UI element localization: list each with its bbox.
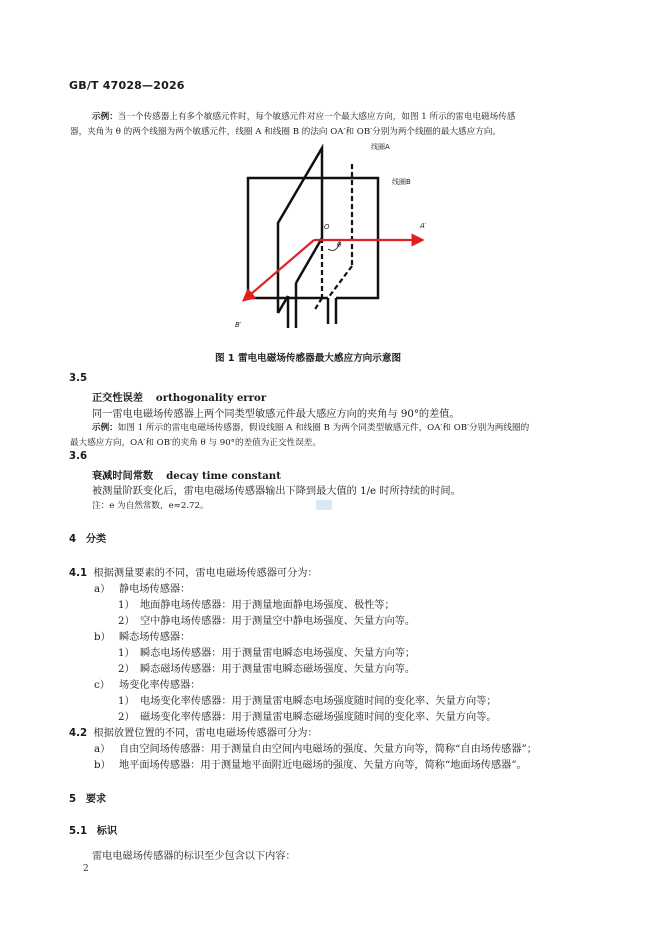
- list-item-a1-label: 1）: [118, 600, 135, 611]
- hidden-lines: [314, 164, 352, 311]
- list-item-c-label: c）: [94, 680, 110, 691]
- example-line1: 当一个传感器上有多个敏感元件时，每个敏感元件对应一个最大感应方向，如图 1 所示的雷电电磁场传感: [117, 112, 516, 122]
- example-3-5-line1: 如图 1 所示的雷电电磁场传感器，假设线圈 A 和线圈 B 为两个同类型敏感元件，OA′和 OB′分别为两线圈的: [117, 423, 530, 433]
- section-4-heading: [69, 530, 106, 545]
- list-item-b1-text: 瞬态电场传感器：用于测量雷电瞬态电场强度、矢量方向等；: [140, 648, 416, 659]
- example-paragraph: [92, 110, 515, 122]
- example-label: 示例：: [92, 112, 118, 122]
- para-4-2-num: 4.2: [69, 728, 88, 739]
- section-4-title: 分类: [85, 534, 107, 545]
- list-item-a-label: a）: [94, 584, 111, 595]
- list-item-b2-text: 瞬态磁场传感器：用于测量雷电瞬态磁场强度、矢量方向等。: [140, 664, 416, 675]
- definition-3-6: 被测量阶跃变化后，雷电电磁场传感器输出下降到最大值的 1/e 时所持续的时间。: [92, 486, 461, 497]
- list-item-ground-text: 地平面场传感器：用于测量地平面附近电磁场的强度、矢量方向等，简称“地面场传感器”。: [119, 760, 527, 771]
- term-3-5: [92, 389, 266, 404]
- label-a-prime: A′: [420, 222, 427, 230]
- list-item-ground-label: b）: [94, 760, 111, 771]
- section-5-heading: [69, 790, 106, 805]
- coil-b: [248, 178, 378, 324]
- para-4-2: [69, 724, 318, 739]
- section-4-num: 4: [69, 534, 77, 545]
- section-5-1-title: 标识: [96, 826, 118, 837]
- list-item-a2-label: 2）: [118, 616, 135, 627]
- list-item-b-label: b）: [94, 632, 111, 643]
- list-item-a1-text: 地面静电场传感器：用于测量地面静电场强度、极性等；: [140, 600, 395, 611]
- list-item-c2-label: 2）: [118, 712, 135, 723]
- para-4-2-text: 根据放置位置的不同，雷电电磁场传感器可分为：: [93, 728, 318, 739]
- list-item-free-label: a）: [94, 744, 111, 755]
- list-item-b-text: 瞬态场传感器：: [119, 632, 191, 643]
- term-3-5-en: orthogonality error: [155, 392, 267, 404]
- section-5-num: 5: [69, 794, 77, 805]
- example-3-5-line2: 最大感应方向，OA′和 OB′的夹角 θ 与 90°的差值为正交性误差。: [70, 438, 321, 448]
- example-3-5: [92, 421, 529, 433]
- term-3-6: [92, 467, 281, 482]
- section-number-3-6: 3.6: [69, 451, 88, 462]
- list-item-c1-label: 1）: [118, 696, 135, 707]
- para-4-1: [69, 564, 318, 579]
- label-b-prime: B′: [235, 321, 242, 329]
- list-item-c2-text: 磁场变化率传感器：用于测量雷电瞬态磁场强度随时间的变化率、矢量方向等。: [140, 712, 497, 723]
- section-number-3-5: 3.5: [69, 373, 88, 384]
- label-coil-b: 线圈B: [392, 178, 411, 186]
- list-item-a-text: 静电场传感器：: [119, 584, 191, 595]
- section-5-title: 要求: [85, 794, 107, 805]
- section-5-1-heading: [69, 822, 117, 837]
- figure-caption: 图 1 雷电电磁场传感器最大感应方向示意图: [215, 353, 402, 364]
- list-item-a2-text: 空中静电场传感器：用于测量空中静电场强度、矢量方向等。: [140, 616, 416, 627]
- para-4-1-num: 4.1: [69, 568, 88, 579]
- list-item-c-text: 场变化率传感器：: [119, 680, 201, 691]
- label-o: O: [324, 223, 330, 231]
- list-item-c1-text: 电场变化率传感器：用于测量雷电瞬态电场强度随时间的变化率、矢量方向等；: [140, 696, 497, 707]
- example-line2: 器，夹角为 θ 的两个线圈为两个敏感元件，线圈 A 和线圈 B 的法向 OA′和 OB′分别为两个线圈的最大感应方向。: [70, 127, 502, 137]
- term-3-6-cn: 衰减时间常数: [92, 471, 154, 482]
- list-item-b2-label: 2）: [118, 664, 135, 675]
- label-coil-a: 线圈A: [371, 143, 390, 151]
- standard-number: GB/T 47028—2026: [69, 79, 185, 92]
- figure-1-diagram: [230, 142, 430, 342]
- note-3-6: 注：e 为自然常数，e≈2.72。: [92, 501, 209, 511]
- label-theta: θ: [337, 241, 342, 249]
- definition-3-5: 同一雷电电磁场传感器上两个同类型敏感元件最大感应方向的夹角与 90°的差值。: [92, 409, 460, 420]
- watermark-icon: [316, 500, 332, 510]
- section-5-1-text: 雷电电磁场传感器的标识至少包含以下内容：: [92, 851, 296, 862]
- example-3-5-label: 示例：: [92, 423, 118, 433]
- term-3-5-cn: 正交性误差: [92, 393, 143, 404]
- coil-a: [278, 148, 322, 328]
- term-3-6-en: decay time constant: [166, 470, 281, 482]
- para-4-1-text: 根据测量要素的不同，雷电电磁场传感器可分为：: [93, 568, 318, 579]
- section-5-1-num: 5.1: [69, 826, 88, 837]
- page-number: 2: [83, 864, 89, 874]
- list-item-free-text: 自由空间场传感器：用于测量自由空间内电磁场的强度、矢量方向等，简称“自由场传感器”；: [119, 744, 537, 755]
- list-item-b1-label: 1）: [118, 648, 135, 659]
